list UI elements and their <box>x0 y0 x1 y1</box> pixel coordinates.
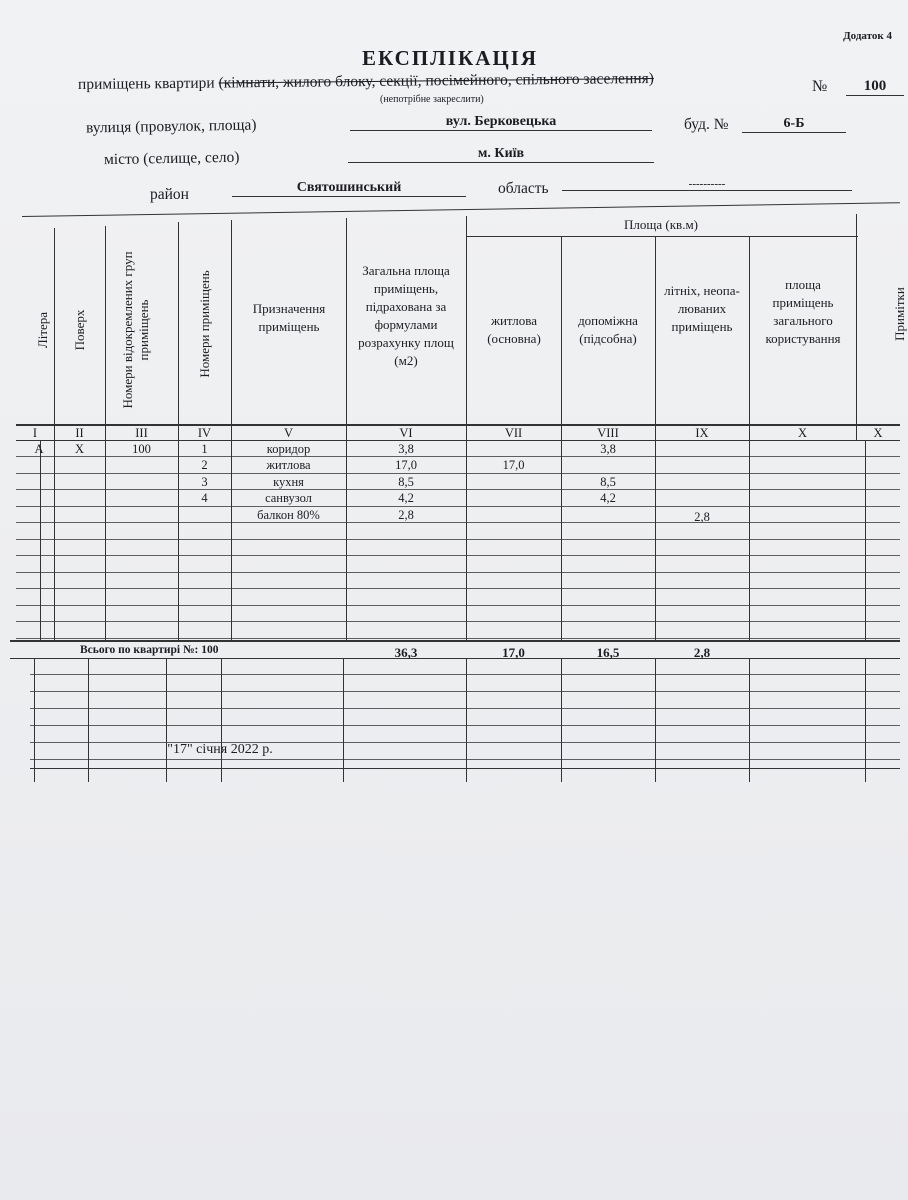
roman-8: VIII <box>597 426 619 440</box>
row-2-living: 17,0 <box>502 458 525 472</box>
apartment-number: 100 <box>846 78 904 96</box>
roman-6: VI <box>399 426 413 440</box>
row-3-purpose: кухня <box>273 475 304 489</box>
table-row-line <box>16 522 900 523</box>
row-4-total: 4,2 <box>398 491 414 505</box>
table-row-line <box>16 473 900 474</box>
table-row-line <box>16 605 900 606</box>
col-header-litera: Літера <box>35 311 50 349</box>
row-1-floor: Х <box>74 442 85 456</box>
region-label: область <box>498 180 549 197</box>
roman-7: VII <box>504 426 523 440</box>
table-row-line <box>16 621 900 622</box>
table-column-line <box>749 658 750 782</box>
roman-3: III <box>135 426 148 440</box>
roman-10: X <box>797 426 808 440</box>
row-1-total: 3,8 <box>398 442 414 456</box>
totals-summer: 2,8 <box>693 645 711 660</box>
col-header-notes: Примітки <box>892 287 907 341</box>
roman-9: IX <box>695 426 709 440</box>
table-row-line <box>16 638 900 639</box>
row-3-room: 3 <box>201 475 208 489</box>
row-1-room: 1 <box>201 442 208 456</box>
table-row-line <box>16 588 900 589</box>
premises-prefix: приміщень квартири <box>77 74 215 93</box>
row-1-group: 100 <box>132 442 151 456</box>
table-row-line <box>16 506 900 507</box>
table-column-line <box>40 440 41 640</box>
row-5-purpose: балкон 80% <box>257 508 320 522</box>
row-3-aux: 8,5 <box>600 475 616 489</box>
table-bottom-line <box>30 768 900 769</box>
col-header-living: житлова (основна) <box>487 313 541 346</box>
totals-label: Всього по квартирі №: 100 <box>80 644 219 656</box>
row-2-purpose: житлова <box>266 458 311 472</box>
roman-2: II <box>75 426 84 440</box>
table-row-line <box>16 555 900 556</box>
number-label: № <box>812 78 828 95</box>
table-column-line <box>655 440 656 640</box>
totals-aux: 16,5 <box>596 645 620 660</box>
city-label: місто (селище, село) <box>103 148 240 169</box>
roman-4: IV <box>197 426 212 440</box>
table-column-line <box>88 658 89 782</box>
city-value: м. Київ <box>348 146 654 163</box>
table-column-line <box>655 658 656 782</box>
row-1-purpose: коридор <box>266 442 311 456</box>
roman-11: X <box>873 426 883 440</box>
table-column-line <box>865 440 866 640</box>
col-header-rooms: Номери приміщень <box>197 270 212 378</box>
table-column-line <box>865 658 866 782</box>
street-value: вул. Берковецька <box>350 114 652 131</box>
col-header-groups: Номери відокремлених груп приміщень <box>120 251 151 409</box>
cross-out-hint: (непотрібне закреслити) <box>380 94 484 105</box>
roman-5: V <box>283 426 294 440</box>
table-row-line <box>16 489 900 490</box>
table-column-line <box>466 658 467 782</box>
table-column-line <box>166 658 167 782</box>
roman-1: I <box>32 426 38 440</box>
street-label: вулиця (провулок, площа) <box>85 116 257 137</box>
premises-struck-options: (кімнати, жилого блоку, секції, посімейного, спільного заселення) <box>218 69 654 92</box>
table-row-line <box>30 759 900 760</box>
table-column-line <box>561 658 562 782</box>
addendum-label: Додаток 4 <box>843 30 892 42</box>
row-3-total: 8,5 <box>398 475 414 489</box>
table-column-line <box>54 440 55 640</box>
col-header-summer: літніх, неопа- люваних приміщень <box>664 283 740 334</box>
col-header-total: Загальна площа приміщень, підрахована за формулами розрахунку площ (м2) <box>358 263 454 368</box>
document-title: ЕКСПЛІКАЦІЯ <box>361 46 539 70</box>
totals-separator <box>10 640 900 642</box>
table-row-line <box>30 708 900 709</box>
document-date: "17" січня 2022 р. <box>167 742 273 757</box>
table-row-line <box>30 725 900 726</box>
col-header-floor: Поверх <box>72 309 87 351</box>
table-column-line <box>105 440 106 640</box>
row-5-summer: 2,8 <box>694 510 710 524</box>
table-row-line <box>16 572 900 573</box>
table-column-line <box>221 658 222 782</box>
building-label: буд. № <box>684 116 729 133</box>
col-header-purpose: Призначення приміщень <box>252 301 326 334</box>
row-1-litera: А <box>34 442 44 456</box>
table-row-line <box>30 674 900 675</box>
totals-total: 36,3 <box>394 645 418 660</box>
region-value: ---------- <box>562 178 852 191</box>
row-2-total: 17,0 <box>395 458 417 472</box>
district-label: район <box>150 186 189 203</box>
row-1-aux: 3,8 <box>600 442 616 456</box>
table-row-line <box>16 539 900 540</box>
table-column-line <box>343 658 344 782</box>
area-group-header: Площа (кв.м) <box>624 217 698 232</box>
row-4-room: 4 <box>201 491 208 505</box>
col-header-auxiliary: допоміжна (підсобна) <box>578 313 638 346</box>
table-column-line <box>34 658 35 782</box>
table-row-line <box>16 456 900 457</box>
row-4-purpose: санвузол <box>265 491 312 505</box>
table-row-line <box>30 691 900 692</box>
building-value: 6-Б <box>742 116 846 133</box>
row-4-aux: 4,2 <box>600 491 616 505</box>
row-2-room: 2 <box>201 458 208 472</box>
premises-line <box>78 70 654 94</box>
district-value: Святошинський <box>232 180 466 197</box>
table-column-line <box>561 440 562 640</box>
row-5-total: 2,8 <box>398 508 414 522</box>
col-header-common: площа приміщень загального користування <box>765 277 841 346</box>
totals-living: 17,0 <box>502 645 525 660</box>
table-column-line <box>749 440 750 640</box>
